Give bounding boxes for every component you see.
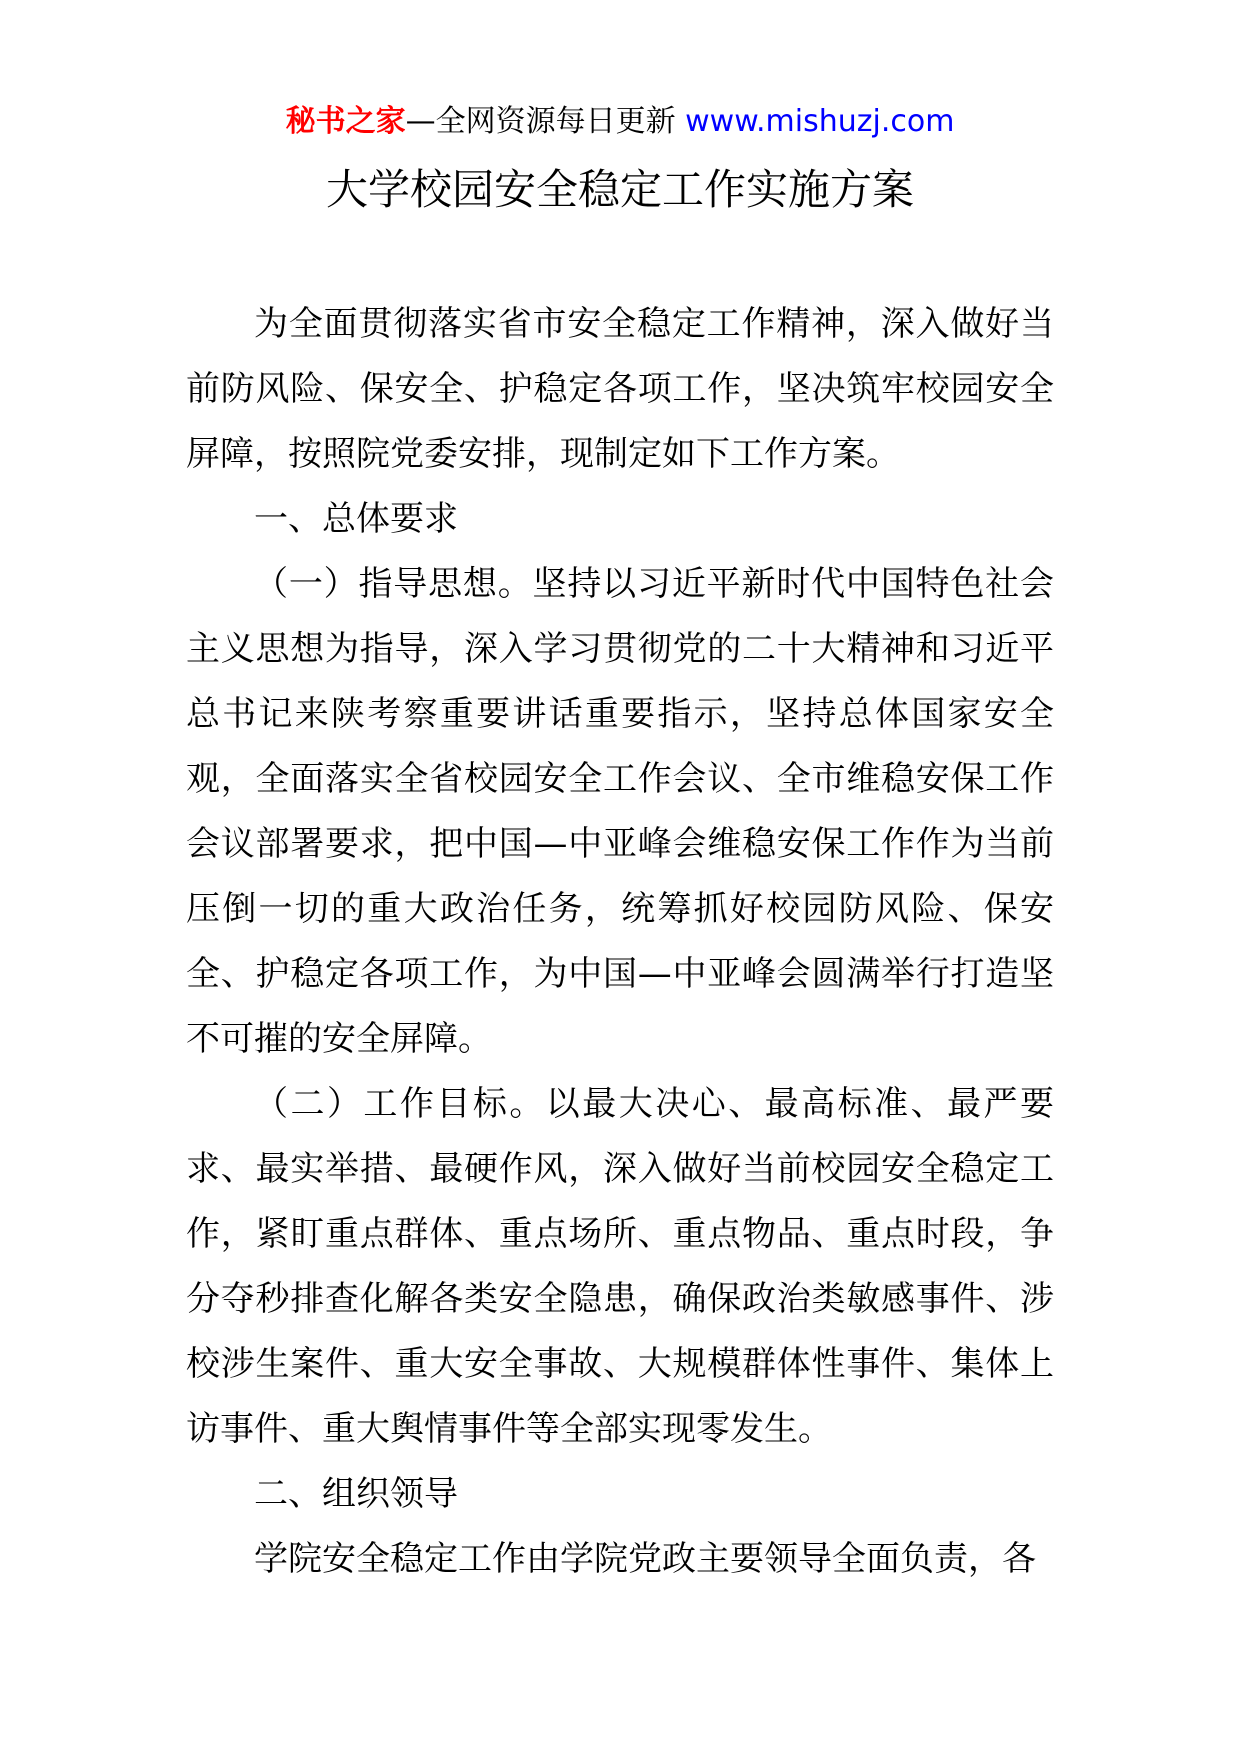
guiding-ideology-paragraph: （一）指导思想。坚持以习近平新时代中国特色社会主义思想为指导，深入学习贯彻党的二十大精神和习近平总书记来陕考察重要讲话重要指示，坚持总体国家安全观，全面落实全省校园安全工作会议、全市维稳安保工作会议部署要求，把中国—中亚峰会维稳安保工作作为当前压倒一切的重大政治任务，统筹抓好校园防风险、保安全、护稳定各项工作，为中国—中亚峰会圆满举行打造坚不可摧的安全屏障。 [186, 564, 1054, 1059]
site-tagline: —全网资源每日更新 [405, 104, 686, 139]
document-title: 大学校园安全稳定工作实施方案 [325, 165, 914, 214]
section-heading-1: 一、总体要求 [254, 499, 458, 539]
site-brand: 秘书之家 [285, 104, 406, 139]
section-heading-2: 二、组织领导 [254, 1474, 458, 1514]
organization-paragraph: 学院安全稳定工作由学院党政主要领导全面负责，各 [254, 1539, 1036, 1579]
work-goals-paragraph: （二）工作目标。以最大决心、最高标准、最严要求、最实举措、最硬作风，深入做好当前校园安全稳定工作，紧盯重点群体、重点场所、重点物品、重点时段，争分夺秒排查化解各类安全隐患，确保政治类敏感事件、涉校涉生案件、重大安全事故、大规模群体性事件、集体上访事件、重大舆情事件等全部实现零发生。 [186, 1084, 1054, 1449]
intro-paragraph: 为全面贯彻落实省市安全稳定工作精神，深入做好当前防风险、保安全、护稳定各项工作，坚决筑牢校园安全屏障，按照院党委安排，现制定如下工作方案。 [186, 304, 1054, 474]
site-header [0, 100, 1240, 144]
document-body [186, 292, 1054, 1592]
site-url-link[interactable]: www.mishuzj.com [685, 104, 955, 139]
